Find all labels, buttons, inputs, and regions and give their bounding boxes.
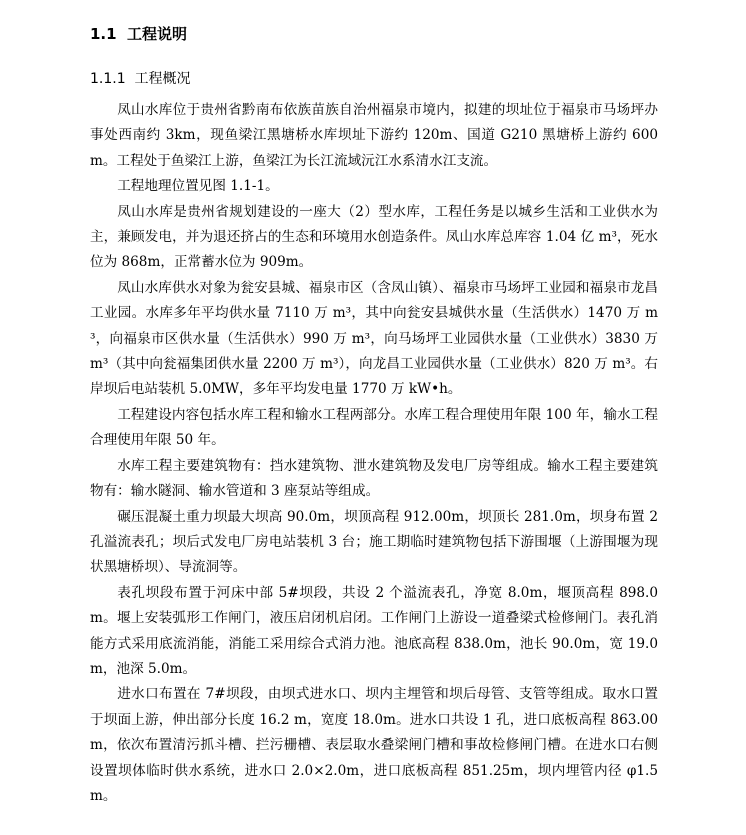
- paragraph-intake: 进水口布置在 7#坝段，由坝式进水口、坝内主埋管和坝后母管、支管等组成。取水口置于坝面上游，伸出部分长度 16.2 m，宽度 18.0m。进水口共设 1 孔，进口底板高程 863.00m，依次布置清污抓斗槽、拦污栅槽、表层取水叠梁闸门槽和事故检修闸门槽。在进水口右侧设置坝体临时供水系统，进水口 2.0×2.0m，进口底板高程 851.25m，坝内埋管内径 φ1.5m。: [90, 686, 658, 804]
- paragraph-water-supply: 凤山水库供水对象为瓮安县城、福泉市区（含凤山镇）、福泉市马场坪工业园和福泉市龙昌工业园。水库多年平均供水量 7110 万 m³，其中向瓮安县城供水量（生活供水）1470 万 m³，向福泉市区供水量（生活供水）990 万 m³，向马场坪工业园供水量（工业供水）3830 万 m³（其中向瓮福集团供水量 2200 万 m³），向龙昌工业园供水量（工业供水）820 万 m³。右岸坝后电站装机 5.0MW，多年平均发电量 1770 万 kW•h。: [90, 279, 658, 398]
- paragraph-spillway: 表孔坝段布置于河床中部 5#坝段，共设 2 个溢流表孔，净宽 8.0m，堰顶高程 898.0m。堰上安装弧形工作闸门，液压启闭机启闭。工作闸门上游设一道叠梁式检修闸门。表孔消能方式采用底流消能，消能工采用综合式消力池。池底高程 838.0m，池长 90.0m，宽 19.0m，池深 5.0m。: [90, 584, 658, 677]
- subsection-heading: [90, 68, 191, 90]
- paragraph-construction-scope: 工程建设内容包括水库工程和输水工程两部分。水库工程合理使用年限 100 年，输水工程合理使用年限 50 年。: [90, 406, 658, 449]
- paragraph-dam: 碾压混凝土重力坝最大坝高 90.0m，坝顶高程 912.00m，坝顶长 281.0m，坝身布置 2 孔溢流表孔；坝后式发电厂房电站装机 3 台；施工期临时建筑物包括下游围堰（上游围堰为现状黑塘桥坝）、导流洞等。: [90, 508, 658, 576]
- section-heading: [90, 22, 187, 46]
- subsection-number: 1.1.1: [90, 71, 126, 87]
- paragraph-main-structures: 水库工程主要建筑物有：挡水建筑物、泄水建筑物及发电厂房等组成。输水工程主要建筑物有：输水隧洞、输水管道和 3 座泵站等组成。: [90, 457, 658, 500]
- paragraph-reservoir-scale: 凤山水库是贵州省规划建设的一座大（2）型水库，工程任务是以城乡生活和工业供水为主，兼顾发电，并为退还挤占的生态和环境用水创造条件。凤山水库总库容 1.04 亿 m³，死水位为 868m，正常蓄水位为 909m。: [90, 203, 658, 271]
- paragraph-figure-reference: 工程地理位置见图 1.1-1。: [117, 178, 279, 195]
- paragraph-location: 凤山水库位于贵州省黔南布依族苗族自治州福泉市境内，拟建的坝址位于福泉市马场坪办事处西南约 3km，现鱼梁江黑塘桥水库坝址下游约 120m、国道 G210 黑塘桥上游约 600m。工程处于鱼梁江上游，鱼梁江为长江流域沅江水系清水江支流。: [90, 102, 658, 169]
- section-title: 工程说明: [127, 25, 188, 43]
- section-number: 1.1: [90, 25, 117, 43]
- subsection-title: 工程概况: [134, 71, 191, 87]
- body-text: [90, 98, 658, 809]
